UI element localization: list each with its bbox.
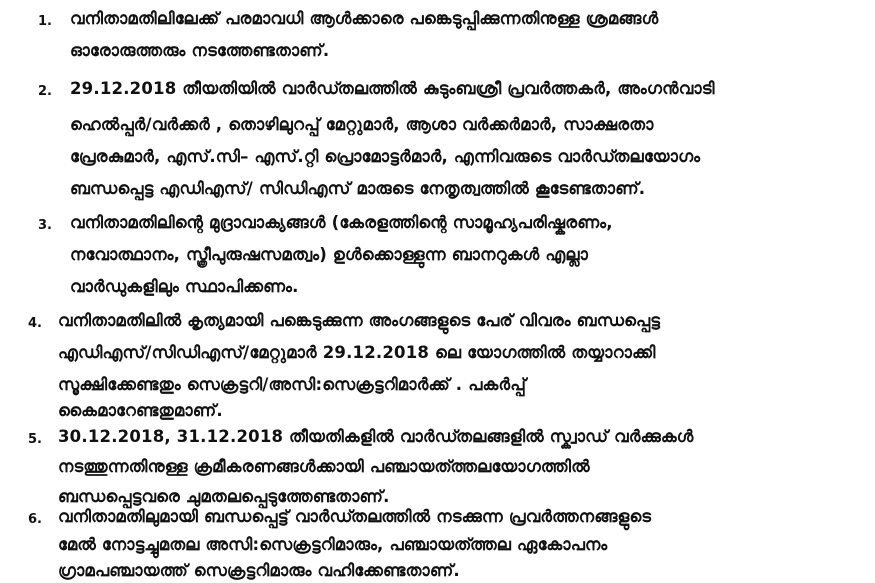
item-text-line: ഗ്രാമപഞ്ചായത്ത് സെക്രട്ടറിമാരും വഹിക്കേണ്ടതാണ്. xyxy=(58,561,460,580)
item-text-line: ബന്ധപ്പെട്ടവരെ ചുമതലപ്പെടുത്തേണ്ടതാണ്. xyxy=(58,487,390,506)
item-text-line: വനിതാമതിലിലേക്ക് പരമാവധി ആൾക്കാരെ പങ്കെടുപ്പിക്കുന്നതിനുള്ള ശ്രമങ്ങൾ xyxy=(70,9,659,28)
item-text-line: മേൽ നോട്ടച്ചുമതല അസി:സെക്രട്ടറിമാരും, പഞ്ചായത്ത്തല ഏകോപനം xyxy=(58,535,608,554)
item-text-line: നടത്തുന്നതിനുള്ള ക്രമീകരണങ്ങൾക്കായി പഞ്ചായത്ത്തലയോഗത്തിൽ xyxy=(58,457,590,476)
item-text-line: വനിതാമതിലുമായി ബന്ധപ്പെട്ട് വാർഡ്തലത്തിൽ നടക്കുന്ന പ്രവർത്തനങ്ങളുടെ xyxy=(58,507,652,526)
item-text-line: ഹെൽപ്പർ/വർക്കർ , തൊഴിലുറപ്പ് മേറ്റുമാർ, ആശാ വർക്കർമാർ, സാക്ഷരതാ xyxy=(70,115,654,134)
item-text-line: എഡിഎസ്/സിഡിഎസ്/മേറ്റുമാർ 29.12.2018 ലെ യോഗത്തിൽ തയ്യാറാക്കി xyxy=(58,343,656,362)
item-text-line: 29.12.2018 തീയതിയിൽ വാർഡ്തലത്തിൽ കുടുംബശ്രീ പ്രവർത്തകർ, അംഗൻവാടി xyxy=(70,79,715,98)
item-text-line: ഓരോരുത്തരും നടത്തേണ്ടതാണ്. xyxy=(70,41,330,60)
item-number: 6. xyxy=(28,512,42,527)
item-text-line: ബന്ധപ്പെട്ട എഡിഎസ്/ സിഡിഎസ് മാരുടെ നേതൃത്വത്തിൽ കൂടേണ്ടതാണ്. xyxy=(70,179,646,198)
item-number: 1. xyxy=(38,14,52,29)
item-text-line: പ്രേരകുമാർ, എസ്.സി– എസ്.റ്റി പ്രൊമോട്ടർമാർ, എന്നിവരുടെ വാർഡ്തലയോഗം xyxy=(70,147,701,166)
item-text-line: വനിതാമതിലിന്റെ മുദ്രാവാക്യങ്ങൾ (കേരളത്തിന്റെ സാമൂഹ്യപരിഷ്കരണം, xyxy=(70,213,613,232)
item-number: 4. xyxy=(28,316,42,331)
item-number: 2. xyxy=(38,84,52,99)
item-text-line: 30.12.2018, 31.12.2018 തീയതികളിൽ വാർഡ്തലങ്ങളിൽ സ്ക്വാഡ് വർക്കുകൾ xyxy=(58,427,694,446)
item-number: 3. xyxy=(38,218,52,233)
item-text-line: നവോത്ഥാനം, സ്ത്രീപുരുഷസമത്വം) ഉൾക്കൊള്ളുന്ന ബാനറുകൾ എല്ലാ xyxy=(70,245,589,264)
item-text-line: സൂക്ഷിക്കേണ്ടതും സെക്രട്ടറി/അസി:സെക്രട്ടറിമാർക്ക് . പകർപ്പ് xyxy=(58,375,527,394)
item-text-line: വാർഡുകളിലും സ്ഥാപിക്കണം. xyxy=(70,277,299,296)
item-number: 5. xyxy=(28,432,42,447)
item-text-line: കൈമാറേണ്ടതുമാണ്. xyxy=(58,401,223,420)
item-text-line: വനിതാമതിലിൽ കൃത്യമായി പങ്കെടുക്കുന്ന അംഗങ്ങളുടെ പേര് വിവരം ബന്ധപ്പെട്ട xyxy=(58,311,661,330)
